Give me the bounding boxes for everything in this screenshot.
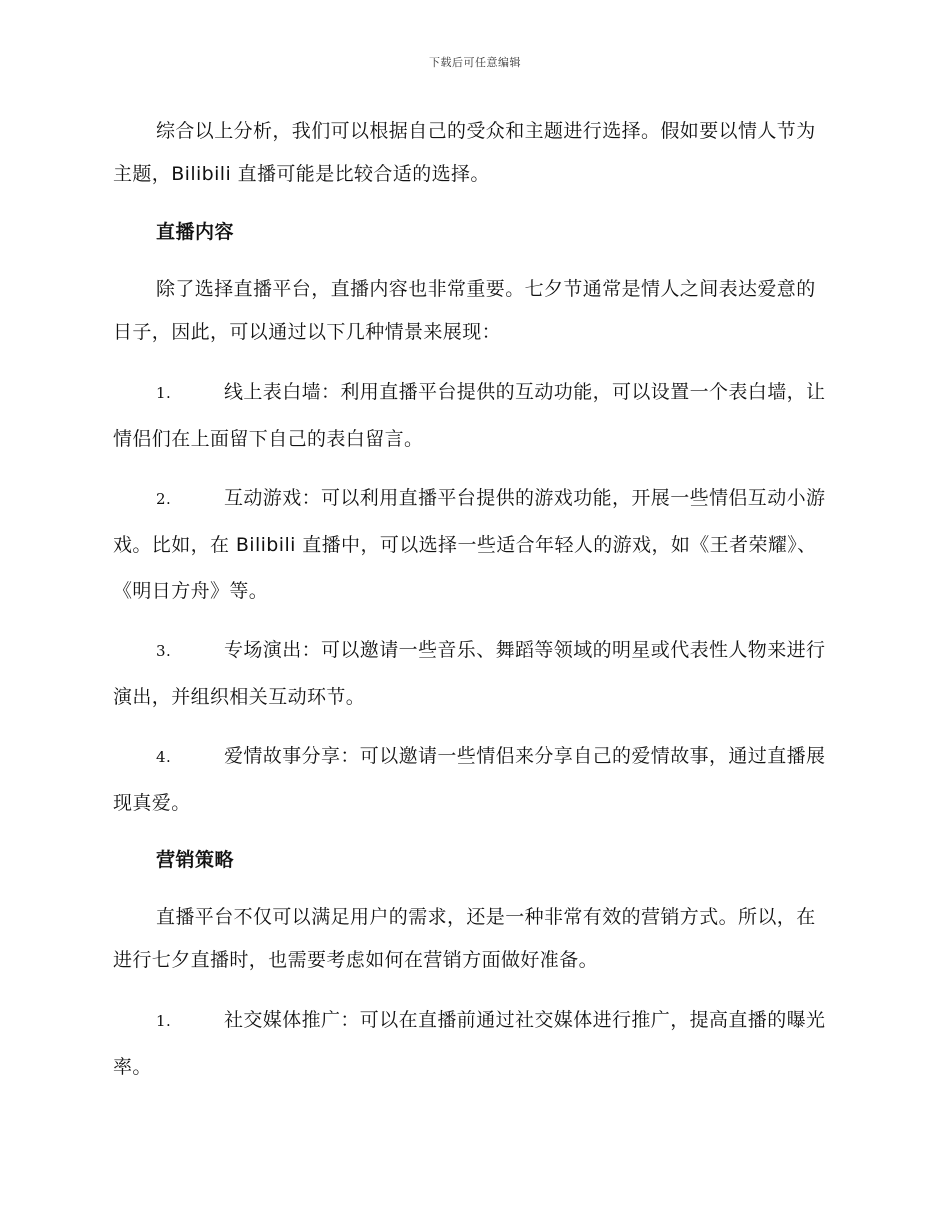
- heading-live-content: 直播内容: [156, 221, 235, 243]
- paragraph-summary: 综合以上分析，我们可以根据自己的受众和主题进行选择。假如要以情人节为主题，Bilibili 直播可能是比较合适的选择。: [113, 120, 816, 185]
- document-body: [113, 110, 833, 1103]
- list-item-number: 1.: [156, 1012, 172, 1030]
- header-note: 下载后可任意编辑: [429, 56, 521, 69]
- list-item: [113, 369, 833, 462]
- paragraph-marketing-intro: 直播平台不仅可以满足用户的需求，还是一种非常有效的营销方式。所以，在进行七夕直播时，也需要考虑如何在营销方面做好准备。: [113, 906, 816, 971]
- list-item-number: 4.: [156, 748, 172, 766]
- list-item-number: 1.: [156, 384, 172, 402]
- list-item-number: 3.: [156, 642, 172, 660]
- list-item-text: 社交媒体推广：可以在直播前通过社交媒体进行推广，提高直播的曝光率。: [113, 1009, 826, 1078]
- paragraph-live-content-intro: 除了选择直播平台，直播内容也非常重要。七夕节通常是情人之间表达爱意的日子，因此，可以通过以下几种情景来展现：: [113, 278, 816, 343]
- heading-marketing-strategy: 营销策略: [156, 849, 235, 871]
- list-item-text: 专场演出：可以邀请一些音乐、舞蹈等领域的明星或代表性人物来进行演出，并组织相关互动环节。: [113, 639, 826, 708]
- list-item: [113, 997, 833, 1090]
- list-item-number: 2.: [156, 490, 172, 508]
- list-item-text: 爱情故事分享：可以邀请一些情侣来分享自己的爱情故事，通过直播展现真爱。: [113, 745, 826, 814]
- list-item: [113, 733, 833, 826]
- list-item: [113, 627, 833, 720]
- list-item-text: 互动游戏：可以利用直播平台提供的游戏功能，开展一些情侣互动小游戏。比如，在 Bilibili 直播中，可以选择一些适合年轻人的游戏，如《王者荣耀》、《明日方舟》等。: [113, 487, 826, 602]
- list-item: [113, 475, 833, 614]
- list-item-text: 线上表白墙：利用直播平台提供的互动功能，可以设置一个表白墙，让情侣们在上面留下自己的表白留言。: [113, 381, 826, 450]
